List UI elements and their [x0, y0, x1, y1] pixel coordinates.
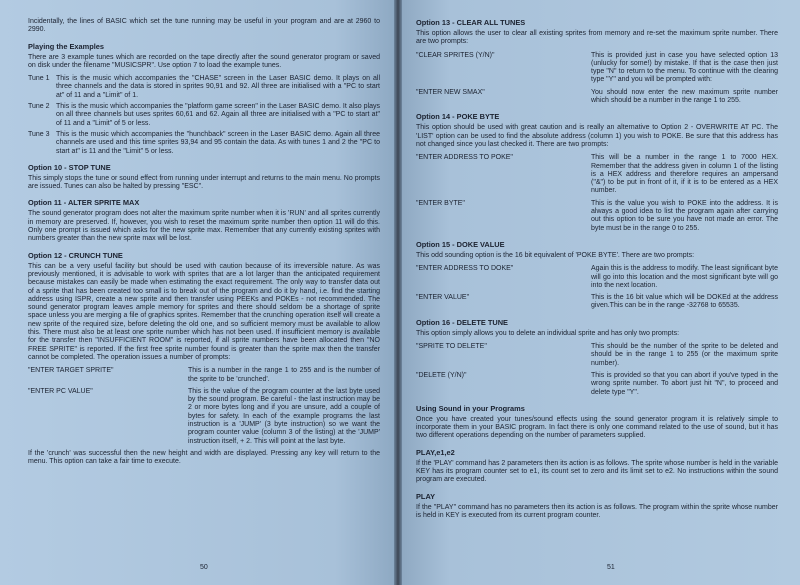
prompt-desc: This is provided just in case you have selected option 13 (unlucky for some!) by mistake. If that is the case then just type "N" to return to the menu. To continue with the clearing type "Y" and you will be prompted with: [591, 51, 778, 84]
prompt-clear-sprites [416, 52, 778, 85]
option-15-heading: Option 15 - DOKE VALUE [416, 239, 505, 249]
prompt-key: "ENTER BYTE" [416, 199, 465, 207]
prompt-key: "DELETE (Y/N)" [416, 371, 467, 379]
book-gutter [394, 0, 402, 585]
prompt-desc: This will be a number in the range 1 to 7000 HEX. Remember that the address given in column 1 of the listing is a HEX address and therefore requires an ampersand ("&") to be put in front of it, if it is to be entered as a HEX number. [591, 154, 778, 195]
option-14-heading: Option 14 - POKE BYTE [416, 112, 500, 122]
left-page [0, 0, 394, 585]
tune-2 [28, 103, 380, 128]
using-sound-text: Once you have created your tunes/sound effects using the sound generator program it is relatively simple to incorporate them in your BASIC program. In fact there is only one command related to the use of sound, but it has two different operations depending on the number of parameters supplied. [416, 415, 778, 440]
prompt-address-doke [416, 265, 778, 290]
option-11-heading: Option 11 - ALTER SPRITE MAX [28, 198, 140, 208]
option-10-heading: Option 10 - STOP TUNE [28, 162, 111, 172]
prompt-delete-yn [416, 372, 778, 397]
prompt-desc: This is a number in the range 1 to 255 and is the number of the sprite to be 'crunched'. [188, 367, 380, 383]
prompt-desc: This should be the number of the sprite to be deleted and should be in the range 1 to 255 (or the maximum sprite number). [591, 343, 778, 367]
using-sound-heading: Using Sound in your Programs [416, 403, 525, 413]
prompt-desc: This is the value of the program counter at the last byte used by the sound program. Be careful - the last instruction may be 2 or more bytes long and if you are unsure, add a couple of bytes for safety. In each of the example programs the last instruction is a 'JUMP' (3 byte instruction) so we want the program counter value (column 3 of the listing) at the 'JUMP' instruction itself, + 2. This will point at the last byte. [188, 387, 380, 445]
play-e1-e2-heading: PLAY,e1,e2 [416, 447, 455, 457]
playing-text: There are 3 example tunes which are recorded on the tape directly after the sound generator program or saved on disk under the filename "MUSICSPR". Use option 7 to load the example tunes. [28, 53, 380, 69]
option-15-text: This odd sounding option is the 16 bit equivalent of 'POKE BYTE'. There are two prompts: [416, 251, 695, 259]
prompt-key: "ENTER VALUE" [416, 294, 470, 302]
prompt-desc: This is the 16 bit value which will be DOKEd at the address given.This can be in the range -32768 to 65535. [591, 294, 778, 310]
prompt-key: "ENTER ADDRESS TO POKE" [416, 154, 513, 162]
option-16-heading: Option 16 - DELETE TUNE [416, 317, 508, 327]
prompt-address-poke [416, 154, 778, 195]
option-12-text: This can be a very useful facility but should be used with caution because of its irreversible nature. As was previously mentioned, it is advisable to work with sprites that are a lot larger than the anticipated requirement because mistakes can easily be made when estimating the exact requirement. The only way to transfer data out of a sprite that has been created too small is to break out of the program and do it by hand, i.e. find the starting address using ISPR, create a new sprite and then transfer using PEEKs and POKEs - not recommended. The sound generator program leaves ample memory for sprites and there should seldom be a shortage of sprite space unless you are merging a file of graphics sprites. Remember that the crunching operation itself will create a new sprite of the required size, before deleting the old one, and so sufficient memory must be available to allow this. There must also be at least one sprite number which has not been used. If insufficient memory is available for the transfer then "INSUFFICIENT ROOM" is reported, if all sprite numbers have been allocated then "NO FREE SPRITE" is reported. If the first free sprite number found is greater than the sprite max then the transfer cannot be completed. The operation issues a number of prompts: [28, 262, 380, 361]
option-13-text: This option allows the user to clear all existing sprites from memory and re-set the maximum sprite number. There are two prompts: [416, 30, 778, 46]
prompt-key: "ENTER PC VALUE" [28, 387, 93, 395]
prompt-enter-value [416, 294, 778, 311]
prompt-desc: This is provided so that you can abort if you've typed in the wrong sprite number. To abort just hit "N", to proceed and delete type "Y". [591, 371, 778, 396]
option-12-after: If the 'crunch' was successful then the new height and width are displayed. Pressing any key will return to the menu. This option can take a fair time to execute. [28, 449, 380, 466]
right-page [402, 0, 800, 585]
prompt-sprite-delete [416, 343, 778, 368]
option-13-heading: Option 13 - CLEAR ALL TUNES [416, 18, 526, 27]
prompt-key: "CLEAR SPRITES (Y/N)" [416, 51, 495, 59]
tune-label: Tune 1 [28, 75, 50, 83]
tune-text: This is the music which accompanies the "platform game screen" in the Laser BASIC demo. It also plays on all three channels but uses sprites 60,61 and 62. Again all three are initialised with a "PC to start at" of 11 and a "Limit" of 5 or less. [56, 103, 380, 127]
tune-3 [28, 131, 380, 156]
playing-heading: Playing the Examples [28, 41, 104, 51]
play-e1-e2-text: If the 'PLAY' command has 2 parameters then its action is as follows. The sprite whose number is held in the variable KEY has its program counter set to e1, its count set to zero and its limit set to e2. No instructions within the sound program are executed. [416, 459, 778, 484]
page-number: 51 [607, 564, 615, 571]
prompt-desc: Again this is the address to modify. The least significant byte will go into this location and the most significant byte will go into the next location. [591, 265, 778, 289]
option-10-text: This simply stops the tune or sound effect from running under interrupt and returns to the main menu. No prompts are issued. Tunes can also be halted by pressing "ESC". [28, 174, 380, 191]
prompt-key: "ENTER NEW SMAX" [416, 88, 485, 96]
option-16-text: This option simply allows you to delete an individual sprite and has only two prompts: [416, 329, 680, 337]
prompt-enter-byte [416, 200, 778, 233]
tune-label: Tune 2 [28, 103, 50, 111]
prompt-key: "SPRITE TO DELETE" [416, 343, 487, 351]
prompt-pc-value [28, 388, 380, 446]
prompt-key: "ENTER ADDRESS TO DOKE" [416, 265, 514, 273]
tune-label: Tune 3 [28, 130, 50, 138]
prompt-target-sprite [28, 367, 380, 384]
play-text: If the "PLAY" command has no parameters then its action is as follows. The program within the sprite whose number is held in KEY is executed from its current program counter. [416, 503, 778, 519]
prompt-desc: This is the value you wish to POKE into the address. It is always a good idea to list the program again after carrying out this option to be sure you have not made an error. The byte must be in the range 0 to 255. [591, 199, 778, 232]
play-heading: PLAY [416, 491, 436, 501]
tune-text: This is the music which accompanies the "CHASE" screen in the Laser BASIC demo. It plays on all three channels and the data is stored in sprites 90,91 and 92. All three are initialised with a "PC to start at" of 11 and a "Limit" of 1. [56, 75, 380, 99]
option-14-text: This option should be used with great caution and is really an alternative to Option 2 - OVERWRITE AT PC. The 'LIST' option can be used to find the absolute address (column 1) you wish to POKE. Be sure that this address has not changed since you last checked it. There are two prompts: [416, 124, 778, 148]
page-number: 50 [200, 564, 208, 571]
tune-text: This is the music which accompanies the "hunchback" screen in the Laser BASIC demo. Again all three channels are used and this time sprites 93,94 and 95 contain the data. As with tunes 1 and 2 the "PC to start at" is 11 and the "Limit" 5 or less. [56, 130, 380, 155]
prompt-desc: You should now enter the new maximum sprite number which should be a number in the range 1 to 255. [591, 88, 778, 105]
option-12-heading: Option 12 - CRUNCH TUNE [28, 250, 123, 260]
prompt-new-smax [416, 89, 778, 106]
intro-text: Incidentally, the lines of BASIC which set the tune running may be useful in your program and are at 2960 to 2990. [28, 18, 380, 34]
tune-1 [28, 75, 380, 100]
prompt-key: "ENTER TARGET SPRITE" [28, 367, 114, 375]
option-11-text: The sound generator program does not alter the maximum sprite number when it is 'RUN' and all sprites currently in memory are preserved. If, however, you wish to reset the maximum sprite number then option 11 will do this. Only one prompt is issued which asks for the new sprite max. Remember that any currently existing sprites with numbers greater than the new sprite max will be lost. [28, 210, 380, 243]
